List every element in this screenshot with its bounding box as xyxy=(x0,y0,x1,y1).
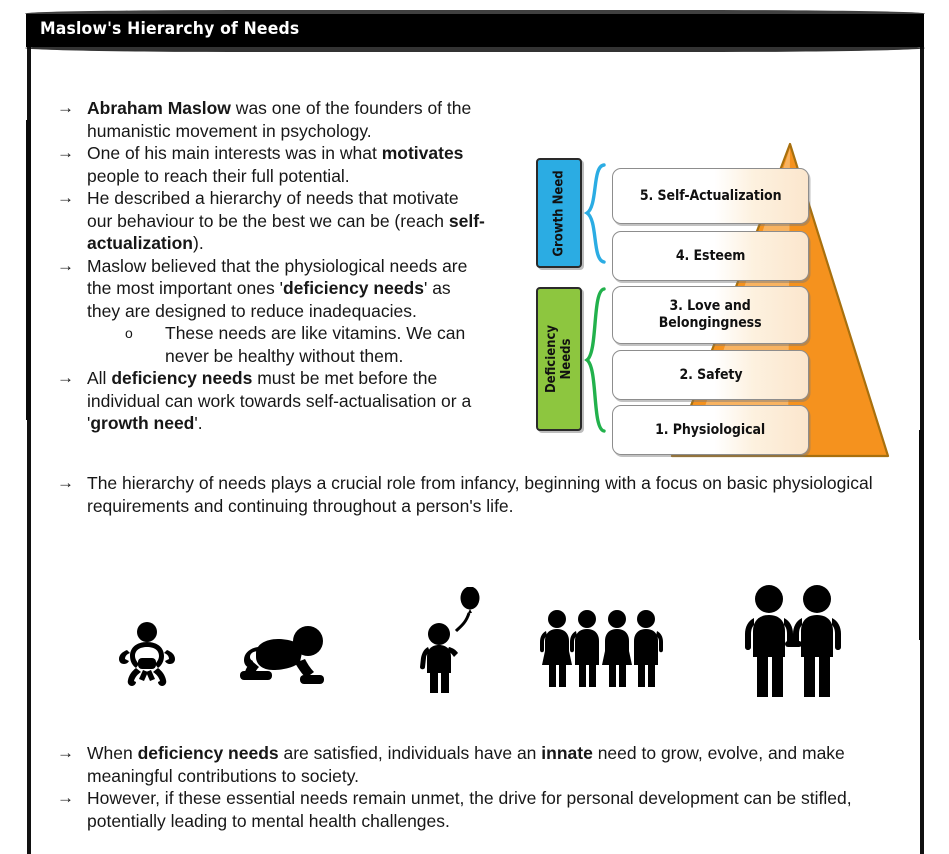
pyramid-level-3-label-line-1: 3. Love and xyxy=(669,298,752,314)
upper-bullet-list xyxy=(57,97,487,435)
upper-sub-bullet-text: These needs are like vitamins. We can never be healthy without them. xyxy=(165,323,466,366)
deficiency-needs-line-1: Deficiency xyxy=(544,324,560,394)
arrow-bullet-icon: → xyxy=(57,743,74,762)
bottom-bullet-0-text: When deficiency needs are satisfied, individuals have an innate need to grow, evolve, and make meaningful contributions to society. xyxy=(87,743,845,786)
pyramid-level-3[interactable] xyxy=(612,286,809,344)
baby-sitting-icon xyxy=(115,620,179,690)
pyramid-level-4[interactable] xyxy=(612,231,809,281)
upper-bullet-3-text: Maslow believed that the physiological needs are the most important ones 'deficiency needs' as they are designed to reduce inadequacies. xyxy=(87,255,468,321)
deficiency-needs-label-text xyxy=(544,325,574,393)
pyramid-level-3-label xyxy=(659,298,762,332)
growth-brace xyxy=(584,162,610,266)
child-with-balloon-icon xyxy=(418,587,488,695)
baby-crawling-icon xyxy=(238,617,330,689)
upper-bullet-0 xyxy=(57,97,487,142)
upper-bullet-1-text: One of his main interests was in what motivates people to reach their full potential. xyxy=(87,143,464,186)
growth-need-label-text: Growth Need xyxy=(551,169,567,257)
deficiency-needs-line-2: Needs xyxy=(559,338,575,380)
upper-bullet-tail-0-text: All deficiency needs must be met before the individual can work towards self-actualisation or a 'growth need'. xyxy=(87,368,472,433)
arrow-bullet-icon: → xyxy=(57,98,74,117)
two-adults-holding-hands-icon xyxy=(738,583,848,701)
pyramid-level-3-label-line-2: Belongingness xyxy=(659,315,762,331)
upper-bullet-0-text: Abraham Maslow was one of the founders of the humanistic movement in psychology. xyxy=(87,98,472,141)
upper-bullet-3 xyxy=(57,255,487,323)
bottom-bullet-list xyxy=(57,742,902,832)
bottom-bullet-0 xyxy=(57,742,902,787)
deficiency-needs-label xyxy=(536,287,582,431)
upper-bullet-2 xyxy=(57,187,487,255)
arrow-bullet-icon: → xyxy=(57,255,74,275)
arrow-bullet-icon: → xyxy=(57,788,74,807)
group-of-children-icon xyxy=(540,607,665,695)
arrow-bullet-icon: → xyxy=(57,188,74,207)
pyramid-level-4-label: 4. Esteem xyxy=(675,247,746,264)
life-stage-icon-row xyxy=(60,565,920,725)
pyramid-level-2-label: 2. Safety xyxy=(679,366,742,383)
bottom-bullet-1-text: However, if these essential needs remain unmet, the drive for personal development can be stifled, potentially leading to mental health challenges. xyxy=(87,788,852,831)
middle-bullet-0-text: The hierarchy of needs plays a crucial role from infancy, beginning with a focus on basic physiological requirements and continuing throughout a person's life. xyxy=(87,473,873,516)
deficiency-brace xyxy=(584,286,610,434)
upper-bullet-1 xyxy=(57,142,487,187)
page-border-left-thick xyxy=(26,120,31,420)
bottom-bullet-1 xyxy=(57,787,902,832)
upper-sub-bullet xyxy=(125,322,487,367)
title-banner xyxy=(26,14,924,47)
upper-bullet-tail-0 xyxy=(57,367,487,435)
middle-bullet-list xyxy=(57,472,902,517)
pyramid-level-1-label: 1. Physiological xyxy=(655,421,766,438)
pyramid-level-5-label: 5. Self-Actualization xyxy=(639,187,782,204)
pyramid-level-5[interactable] xyxy=(612,168,809,224)
circle-bullet-icon: o xyxy=(125,325,133,341)
pyramid-level-2[interactable] xyxy=(612,350,809,400)
arrow-bullet-icon: → xyxy=(57,143,74,162)
growth-need-label xyxy=(536,158,582,268)
maslow-pyramid-diagram xyxy=(520,138,920,470)
pyramid-level-1[interactable] xyxy=(612,405,809,455)
arrow-bullet-icon: → xyxy=(57,368,74,387)
arrow-bullet-icon: → xyxy=(57,473,74,492)
upper-bullet-2-text: He described a hierarchy of needs that motivate our behaviour to be the best we can be (reach self-actualization). xyxy=(87,188,485,253)
page-title: Maslow's Hierarchy of Needs xyxy=(40,19,300,39)
deficiency-needs-line-1 xyxy=(544,325,574,393)
middle-bullet-0 xyxy=(57,472,902,517)
